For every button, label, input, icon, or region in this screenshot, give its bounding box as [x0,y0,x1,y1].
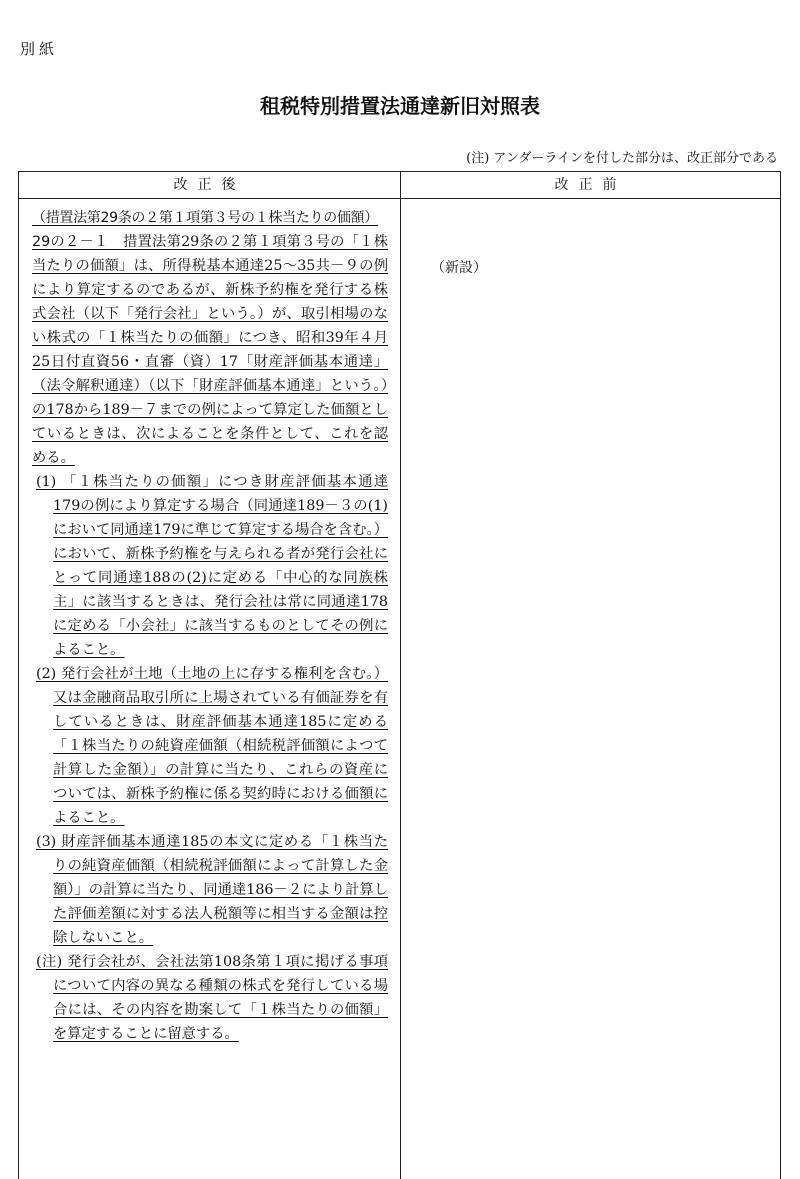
section-heading: （措置法第29条の２第１項第３号の１株当たりの価額） [32,210,379,226]
header-before-revision: 改正前 [554,177,627,193]
page-title: 租税特別措置法通達新旧対照表 [260,94,540,118]
header-after-revision: 改正後 [173,177,246,193]
attachment-label: 別紙 [20,40,59,58]
before-revision-column [431,256,771,280]
list-item: (3) 財産評価基本通達185の本文に定める「１株当たりの純資産価額（相続税評価額によって計算した金額）」の計算に当たり、同通達186－２により計算した評価差額に対する法人税額等に相当する金額は控除しないこと。 [36,834,388,946]
comparison-table [18,171,781,1179]
new-provision-label: （新設） [431,260,487,276]
section-number: 29の２－１ [32,234,109,250]
section-intro: 措置法第29条の２第１項第３号の「１株当たりの価額」は、所得税基本通達25～35共－９の例により算定するのであるが、新株予約権を発行する株式会社（以下「発行会社」という。）が、取引相場のない株式の「１株当たりの価額」につき、昭和39年４月25日付直資56・直審（資）17「財産評価基本通達」（法令解釈通達）（以下「財産評価基本通達」という。）の178から189－７までの例によって算定した価額としているときは、次によることを条件として、これを認める。 [32,234,388,466]
note-item: (注) 発行会社が、会社法第108条第１項に掲げる事項について内容の異なる種類の株式を発行している場合には、その内容を勘案して「１株当たりの価額」を算定することに留意する。 [36,954,388,1042]
after-revision-column [32,206,388,1046]
section-body [32,230,388,470]
list-item: (2) 発行会社が土地（土地の上に存する権利を含む。）又は金融商品取引所に上場されている有価証券を有しているときは、財産評価基本通達185に定める「１株当たりの純資産価額（相続税評価額によつて計算した金額）」の計算に当たり、これらの資産については、新株予約権に係る契約時における価額によること。 [36,666,388,826]
column-divider [400,172,401,1179]
table-header-row [19,172,780,199]
underline-note: (注) アンダーラインを付した部分は、改正部分である [466,151,778,166]
list-item: (1) 「１株当たりの価額」につき財産評価基本通達179の例により算定する場合（同通達189－３の(1)において同通達179に準じて算定する場合を含む。）において、新株予約権を与えられる者が発行会社にとって同通達188の(2)に定める「中心的な同族株主」に該当するときは、発行会社は常に同通達178に定める「小会社」に該当するものとしてその例によること。 [36,474,388,658]
